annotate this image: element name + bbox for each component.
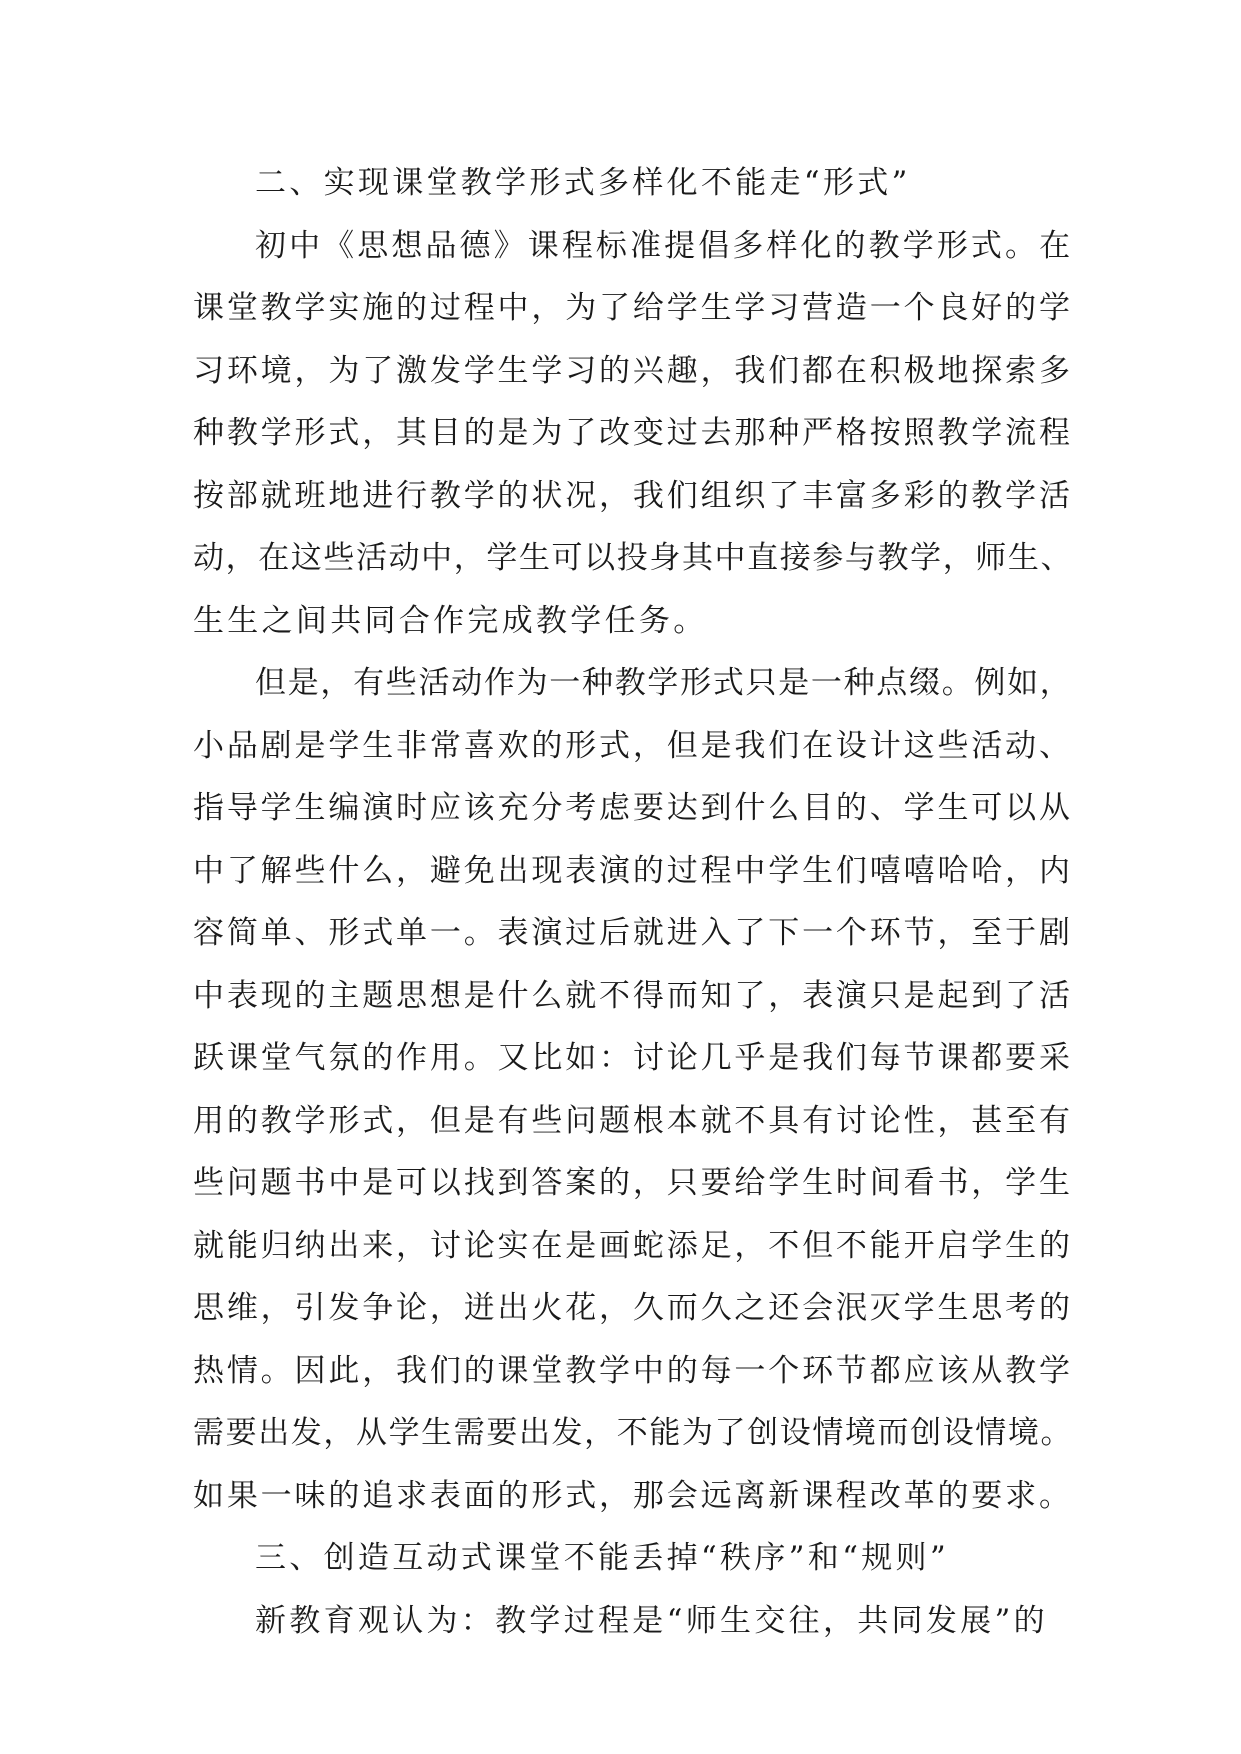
paragraph-line: 跃课堂气氛的作用。又比如：讨论几乎是我们每节课都要采 xyxy=(193,1040,1073,1076)
paragraph-line: 需要出发，从学生需要出发，不能为了创设情境而创设情境。 xyxy=(193,1415,1074,1451)
paragraph-line: 小品剧是学生非常喜欢的形式，但是我们在设计这些活动、 xyxy=(193,727,1073,764)
paragraph-line: 课堂教学实施的过程中，为了给学生学习营造一个良好的学 xyxy=(193,290,1073,326)
paragraph-line: 用的教学形式，但是有些问题根本就不具有讨论性，甚至有 xyxy=(193,1102,1073,1139)
paragraph-line: 思维，引发争论，迸出火花，久而久之还会泯灭学生思考的 xyxy=(193,1290,1073,1326)
paragraph-line: 动，在这些活动中，学生可以投身其中直接参与教学，师生、 xyxy=(193,540,1074,576)
paragraph-line: 如果一味的追求表面的形式，那会远离新课程改革的要求。 xyxy=(193,1477,1073,1514)
section-heading-3: 三、创造互动式课堂不能丢掉“秩序”和“规则” xyxy=(255,1540,949,1576)
paragraph-line: 种教学形式，其目的是为了改变过去那种严格按照教学流程 xyxy=(193,415,1073,451)
paragraph-line: 指导学生编演时应该充分考虑要达到什么目的、学生可以从 xyxy=(193,790,1073,826)
paragraph-line: 些问题书中是可以找到答案的，只要给学生时间看书，学生 xyxy=(193,1165,1073,1201)
paragraph-line: 中表现的主题思想是什么就不得而知了，表演只是起到了活 xyxy=(193,977,1073,1014)
paragraph-line: 容简单、形式单一。表演过后就进入了下一个环节，至于剧 xyxy=(193,915,1073,951)
paragraph-line: 中了解些什么，避免出现表演的过程中学生们嘻嘻哈哈，内 xyxy=(193,852,1073,889)
paragraph-line: 热情。因此，我们的课堂教学中的每一个环节都应该从教学 xyxy=(193,1352,1073,1389)
paragraph-line: 按部就班地进行教学的状况，我们组织了丰富多彩的教学活 xyxy=(193,477,1073,514)
paragraph-line: 就能归纳出来，讨论实在是画蛇添足，不但不能开启学生的 xyxy=(193,1227,1073,1264)
document-body xyxy=(193,152,1073,1652)
paragraph-line: 生生之间共同合作完成教学任务。 xyxy=(193,602,708,639)
paragraph-line: 习环境，为了激发学生学习的兴趣，我们都在积极地探索多 xyxy=(193,352,1073,389)
paragraph-line: 新教育观认为：教学过程是“师生交往，共同发展”的 xyxy=(255,1602,1048,1639)
section-heading-2: 二、实现课堂教学形式多样化不能走“形式” xyxy=(255,165,911,201)
paragraph-line: 但是，有些活动作为一种教学形式只是一种点缀。例如， xyxy=(255,665,1073,701)
paragraph-line: 初中《思想品德》课程标准提倡多样化的教学形式。在 xyxy=(255,227,1074,264)
